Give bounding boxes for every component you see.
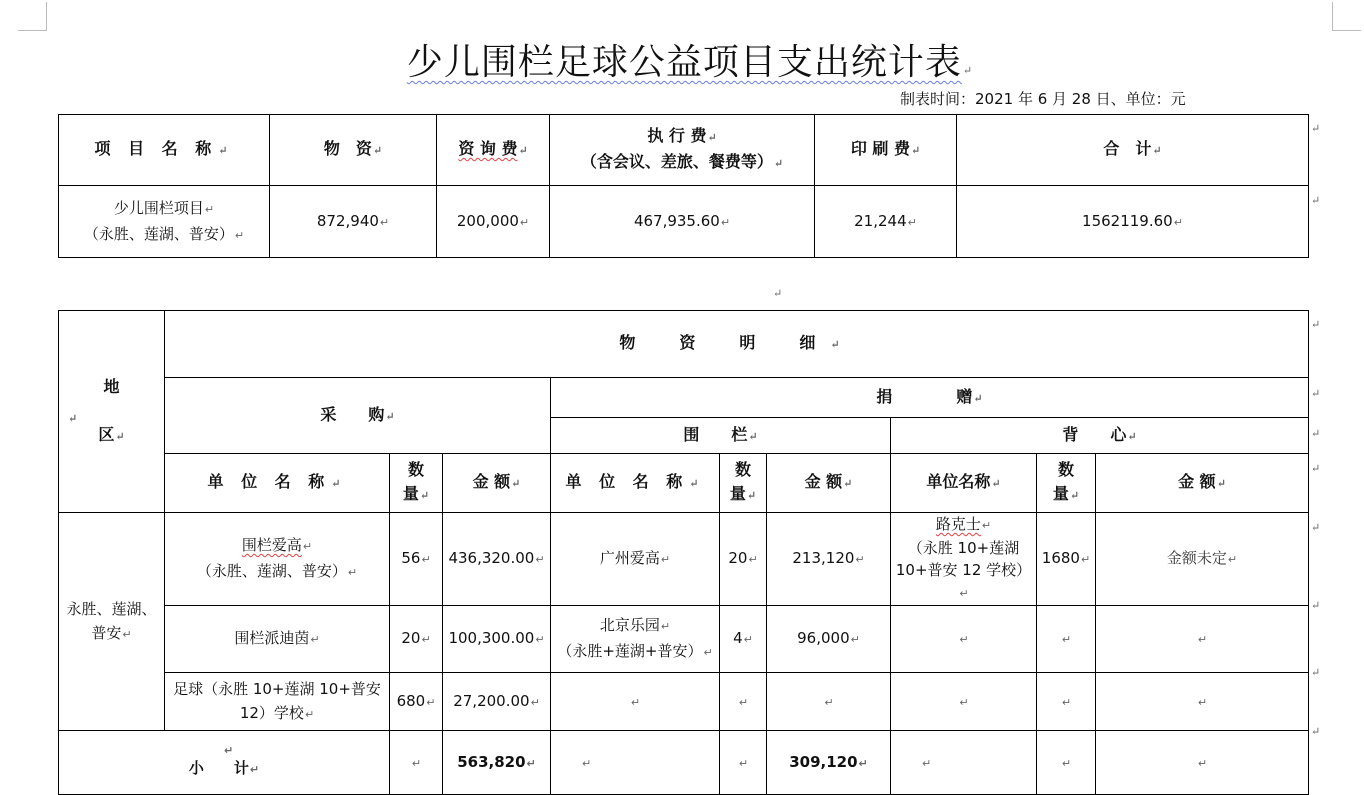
cell-fence-unit: 北京乐园↵ （永胜+莲湖+普安）↵ — [551, 606, 720, 673]
cell-fence-unit: 广州爱高↵ — [551, 513, 720, 606]
document-subtitle: 制表时间：2021 年 6 月 28 日、单位：元 — [900, 90, 1186, 108]
header-region: ↵ 地 区↵ — [59, 311, 165, 513]
row-end-mark: ↵ — [1311, 462, 1321, 475]
header-fence-qty: 数 量↵ — [720, 454, 767, 513]
row-end-mark: ↵ — [1311, 521, 1321, 534]
row-end-mark: ↵ — [1311, 122, 1321, 135]
row-end-mark: ↵ — [1311, 387, 1321, 400]
cell-region: 永胜、莲湖、普安↵ — [59, 513, 165, 731]
row-end-mark: ↵ — [1311, 666, 1321, 679]
cell-purchase-qty: 56↵ — [390, 513, 443, 606]
header-vest-amount: 金 额↵ — [1096, 454, 1309, 513]
header-fence-amount: 金 额↵ — [767, 454, 891, 513]
cell-purchase-qty: 20↵ — [390, 606, 443, 673]
cell-empty: ↵ — [767, 673, 891, 731]
cell-fence-qty: 20↵ — [720, 513, 767, 606]
header-fence-unit: 单 位 名 称↵ — [551, 454, 720, 513]
cell-empty: ↵ — [891, 606, 1037, 673]
header-consult: 资 询 费↵ — [437, 115, 550, 186]
cell-purchase-amount: 436,320.00↵ — [443, 513, 551, 606]
row-end-mark: ↵ — [1311, 194, 1321, 207]
table-row — [59, 606, 1309, 673]
header-vest: 背 心↵ — [891, 418, 1309, 454]
row-end-mark: ↵ — [1311, 318, 1321, 331]
cell-purchase-unit: 围栏派迪茵↵ — [165, 606, 390, 673]
cell-fence-amount: 213,120↵ — [767, 513, 891, 606]
cell-empty: ↵ — [891, 673, 1037, 731]
cell-subtotal-fence: 309,120↵ — [767, 731, 891, 795]
detail-table — [58, 310, 1309, 795]
cell-empty: ↵ — [551, 731, 720, 795]
cell-empty: ↵ — [1037, 673, 1096, 731]
summary-table — [58, 114, 1309, 258]
cell-exec: 467,935.60↵ — [550, 186, 815, 258]
cell-empty: ↵ — [551, 673, 720, 731]
cell-purchase-unit: 围栏爱高↵ （永胜、莲湖、普安）↵ — [165, 513, 390, 606]
cell-purchase-amount: 27,200.00↵ — [443, 673, 551, 731]
cell-purchase-amount: 100,300.00↵ — [443, 606, 551, 673]
header-materials-detail: 物 资 明 细↵ — [165, 311, 1309, 378]
header-project-name: 项 目 名 称↵ — [59, 115, 270, 186]
cell-materials: 872,940↵ — [270, 186, 437, 258]
cell-empty: ↵ — [1037, 606, 1096, 673]
paragraph-mark: ↵ — [773, 287, 783, 300]
cell-vest-unit: 路克士↵ （永胜 10+莲湖 10+普安 12 学校）↵ — [891, 513, 1037, 606]
cell-empty: ↵ — [1096, 673, 1309, 731]
cell-empty: ↵ — [720, 731, 767, 795]
header-donation: 捐 赠↵ — [551, 378, 1309, 418]
row-end-mark: ↵ — [1311, 427, 1321, 440]
row-end-mark: ↵ — [1311, 725, 1321, 738]
header-fence: 围 栏↵ — [551, 418, 891, 454]
cell-empty: ↵ — [390, 731, 443, 795]
header-materials: 物 资↵ — [270, 115, 437, 186]
cell-empty: ↵ — [1096, 606, 1309, 673]
subtotal-row — [59, 731, 1309, 795]
cell-print: 21,244↵ — [815, 186, 957, 258]
table-row — [59, 673, 1309, 731]
cell-project-name: 少儿围栏项目↵ （永胜、莲湖、普安）↵ — [59, 186, 270, 258]
header-purchase: 采 购↵ — [165, 378, 551, 454]
cell-total: 1562119.60↵ — [957, 186, 1309, 258]
cell-fence-amount: 96,000↵ — [767, 606, 891, 673]
cell-purchase-qty: 680↵ — [390, 673, 443, 731]
cell-subtotal-purchase: 563,820↵ — [443, 731, 551, 795]
cell-consult: 200,000↵ — [437, 186, 550, 258]
cell-vest-amount: 金额未定↵ — [1096, 513, 1309, 606]
header-vest-qty: 数 量↵ — [1037, 454, 1096, 513]
header-vest-unit: 单位名称↵ — [891, 454, 1037, 513]
header-print: 印 刷 费↵ — [815, 115, 957, 186]
header-purchase-amount: 金 额↵ — [443, 454, 551, 513]
row-end-mark: ↵ — [1311, 599, 1321, 612]
document-title: 少儿围栏足球公益项目支出统计表↵ — [406, 42, 974, 83]
header-exec: 执 行 费↵ （含会议、差旅、餐费等）↵ — [550, 115, 815, 186]
header-purchase-unit: 单 位 名 称↵ — [165, 454, 390, 513]
cell-empty: ↵ — [720, 673, 767, 731]
page-corner-mark — [1332, 2, 1361, 31]
cell-empty: ↵ — [1096, 731, 1309, 795]
cell-fence-qty: 4↵ — [720, 606, 767, 673]
table-row — [59, 513, 1309, 606]
header-total: 合 计↵ — [957, 115, 1309, 186]
cell-vest-qty: 1680↵ — [1037, 513, 1096, 606]
cell-empty: ↵ — [1037, 731, 1096, 795]
cell-purchase-unit: 足球（永胜 10+莲湖 10+普安 12）学校↵ — [165, 673, 390, 731]
header-purchase-qty: 数 量↵ — [390, 454, 443, 513]
cell-empty: ↵ — [891, 731, 1037, 795]
page-corner-mark — [18, 2, 47, 31]
cell-subtotal-label: ↵ 小 计$_↵$ — [59, 731, 390, 795]
